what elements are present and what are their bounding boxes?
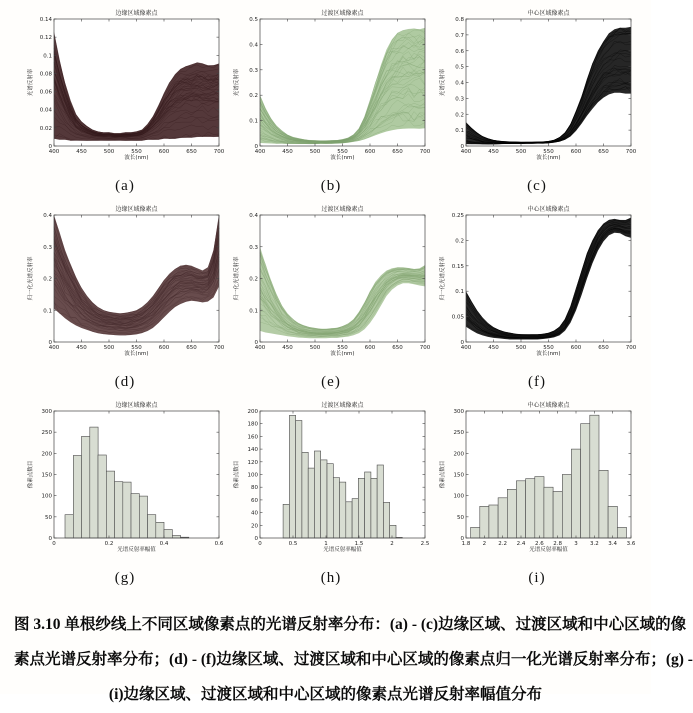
svg-text:光谱反射率幅值: 光谱反射率幅值 [529, 547, 568, 553]
svg-text:600: 600 [158, 149, 170, 155]
svg-text:500: 500 [103, 149, 115, 155]
svg-text:400: 400 [460, 149, 472, 155]
svg-text:像素点数目: 像素点数目 [234, 460, 240, 489]
svg-text:400: 400 [254, 149, 266, 155]
svg-text:边缘区域像素点: 边缘区域像素点 [115, 402, 158, 409]
svg-text:500: 500 [515, 149, 527, 155]
svg-text:400: 400 [254, 345, 266, 351]
svg-text:波长(nm): 波长(nm) [124, 155, 149, 161]
transition-region-amplitude-histogram [230, 398, 432, 570]
svg-text:边缘区域像素点: 边缘区域像素点 [115, 206, 158, 213]
svg-text:波长(nm): 波长(nm) [330, 351, 355, 357]
svg-text:0: 0 [460, 536, 464, 542]
panel-label-c: (c) [527, 178, 547, 194]
subplot-f-center-normalized [434, 202, 640, 398]
svg-text:3.6: 3.6 [626, 541, 636, 547]
svg-text:过渡区域像素点: 过渡区域像素点 [321, 402, 364, 409]
svg-text:550: 550 [337, 345, 348, 351]
svg-text:650: 650 [598, 149, 609, 155]
svg-text:中心区域像素点: 中心区域像素点 [527, 206, 570, 213]
svg-text:150: 150 [453, 472, 464, 479]
svg-text:0: 0 [254, 340, 258, 346]
svg-text:100: 100 [247, 472, 258, 479]
svg-text:0.14: 0.14 [39, 17, 52, 23]
svg-text:0.12: 0.12 [39, 35, 52, 42]
svg-text:300: 300 [41, 409, 52, 415]
svg-text:550: 550 [543, 345, 554, 351]
svg-text:500: 500 [309, 149, 321, 155]
svg-text:600: 600 [570, 345, 582, 351]
svg-text:0.4: 0.4 [43, 213, 52, 219]
svg-text:0: 0 [48, 144, 52, 150]
svg-text:2.5: 2.5 [420, 541, 430, 547]
svg-text:160: 160 [247, 434, 258, 441]
svg-text:2.6: 2.6 [534, 541, 544, 547]
svg-text:150: 150 [41, 472, 52, 479]
svg-text:600: 600 [158, 345, 170, 351]
svg-text:100: 100 [41, 493, 52, 500]
svg-text:550: 550 [131, 149, 142, 155]
svg-text:3: 3 [574, 541, 578, 547]
svg-text:0.06: 0.06 [39, 89, 52, 96]
subplot-g-edge-histogram [22, 398, 228, 594]
subplot-e-transition-normalized [228, 202, 434, 398]
subplot-a-edge-spectra [22, 6, 228, 202]
panel-label-i: (i) [528, 570, 546, 586]
svg-text:700: 700 [419, 345, 431, 351]
caption-line-3: (i)边缘区域、过渡区域和中心区域的像素点光谱反射率幅值分布 [108, 685, 543, 703]
svg-text:0.4: 0.4 [249, 42, 258, 49]
svg-text:450: 450 [76, 149, 87, 155]
svg-text:波长(nm): 波长(nm) [330, 155, 355, 161]
svg-text:650: 650 [186, 345, 197, 351]
svg-text:600: 600 [364, 149, 376, 155]
svg-text:0: 0 [48, 536, 52, 542]
svg-text:2: 2 [482, 541, 487, 547]
svg-text:0.6: 0.6 [214, 541, 224, 547]
svg-text:450: 450 [282, 149, 293, 155]
svg-text:波长(nm): 波长(nm) [536, 351, 561, 357]
svg-text:650: 650 [392, 149, 403, 155]
svg-text:500: 500 [103, 345, 115, 351]
svg-text:500: 500 [309, 345, 321, 351]
center-region-amplitude-histogram [436, 398, 638, 570]
svg-text:50: 50 [457, 514, 464, 521]
svg-text:光谱反射率: 光谱反射率 [440, 68, 446, 97]
svg-text:0: 0 [52, 541, 56, 547]
svg-text:0.1: 0.1 [43, 53, 52, 60]
svg-text:波长(nm): 波长(nm) [536, 155, 561, 161]
svg-text:0: 0 [460, 340, 464, 346]
svg-text:0.05: 0.05 [451, 314, 464, 321]
svg-text:100: 100 [453, 493, 464, 500]
center-region-reflectance-plot [436, 6, 638, 178]
svg-text:0.2: 0.2 [455, 112, 464, 119]
svg-text:0: 0 [460, 144, 464, 150]
svg-text:0.1: 0.1 [455, 128, 464, 135]
svg-text:400: 400 [460, 345, 472, 351]
svg-text:0.6: 0.6 [455, 48, 464, 55]
svg-text:波长(nm): 波长(nm) [124, 351, 149, 357]
svg-text:600: 600 [570, 149, 582, 155]
svg-text:180: 180 [247, 421, 258, 428]
svg-text:40: 40 [251, 510, 258, 517]
svg-text:140: 140 [247, 447, 258, 454]
svg-text:0.8: 0.8 [455, 17, 464, 23]
svg-text:650: 650 [186, 149, 197, 155]
svg-text:1.5: 1.5 [354, 541, 364, 547]
center-region-normalized-plot [436, 202, 638, 374]
svg-text:0.3: 0.3 [43, 244, 52, 251]
svg-text:200: 200 [247, 409, 258, 415]
svg-text:550: 550 [131, 345, 142, 351]
svg-text:250: 250 [41, 430, 52, 437]
svg-text:500: 500 [515, 345, 527, 351]
svg-text:650: 650 [598, 345, 609, 351]
svg-text:0.2: 0.2 [104, 541, 114, 547]
svg-text:光谱反射率: 光谱反射率 [234, 68, 240, 97]
svg-text:80: 80 [251, 485, 258, 492]
svg-text:0.25: 0.25 [451, 213, 464, 219]
svg-text:2.4: 2.4 [516, 541, 526, 547]
svg-text:0.04: 0.04 [39, 107, 52, 114]
svg-text:0.02: 0.02 [39, 125, 52, 132]
svg-text:0.2: 0.2 [249, 276, 258, 283]
caption-line-2: 素点光谱反射率分布；(d) - (f)边缘区域、过渡区域和中心区域的像素点归一化光谱反射率分布；(g) - [14, 650, 693, 668]
panel-label-a: (a) [115, 178, 135, 194]
svg-text:2.8: 2.8 [553, 541, 563, 547]
svg-text:650: 650 [392, 345, 403, 351]
svg-text:0: 0 [258, 541, 262, 547]
svg-text:中心区域像素点: 中心区域像素点 [527, 10, 570, 17]
svg-text:550: 550 [543, 149, 554, 155]
svg-text:600: 600 [364, 345, 376, 351]
svg-text:边缘区域像素点: 边缘区域像素点 [115, 10, 158, 17]
edge-region-amplitude-histogram [24, 398, 226, 570]
svg-text:过渡区域像素点: 过渡区域像素点 [321, 10, 364, 17]
svg-text:1.8: 1.8 [461, 541, 471, 547]
svg-text:像素点数目: 像素点数目 [440, 460, 446, 489]
svg-text:归一化光谱反射率: 归一化光谱反射率 [234, 256, 240, 301]
svg-text:450: 450 [76, 345, 87, 351]
svg-text:光谱反射率幅值: 光谱反射率幅值 [117, 547, 156, 553]
svg-text:0.4: 0.4 [159, 541, 169, 547]
svg-text:700: 700 [213, 345, 225, 351]
svg-text:200: 200 [453, 451, 464, 458]
svg-text:0.1: 0.1 [249, 308, 258, 315]
svg-text:0.2: 0.2 [455, 238, 464, 245]
svg-text:中心区域像素点: 中心区域像素点 [527, 402, 570, 409]
svg-text:450: 450 [488, 149, 499, 155]
svg-text:0.3: 0.3 [455, 96, 464, 103]
svg-text:0.7: 0.7 [455, 32, 464, 39]
svg-text:0.5: 0.5 [249, 17, 258, 23]
svg-text:550: 550 [337, 149, 348, 155]
subplot-d-edge-normalized [22, 202, 228, 398]
panel-label-h: (h) [320, 570, 342, 586]
edge-region-reflectance-plot [24, 6, 226, 178]
svg-text:0.5: 0.5 [455, 64, 464, 71]
svg-text:400: 400 [48, 149, 60, 155]
svg-text:450: 450 [488, 345, 499, 351]
svg-text:0: 0 [254, 536, 258, 542]
svg-text:0: 0 [254, 144, 258, 150]
subplot-c-center-spectra [434, 6, 640, 202]
svg-text:0.4: 0.4 [249, 213, 258, 219]
svg-text:700: 700 [625, 345, 637, 351]
subplot-i-center-histogram [434, 398, 640, 594]
svg-text:0.2: 0.2 [43, 276, 52, 283]
svg-text:0.08: 0.08 [39, 71, 52, 78]
svg-text:像素点数目: 像素点数目 [28, 460, 34, 489]
svg-text:700: 700 [419, 149, 431, 155]
svg-text:0.2: 0.2 [249, 93, 258, 100]
svg-text:60: 60 [251, 497, 258, 504]
svg-text:3.4: 3.4 [608, 541, 618, 547]
svg-text:0.1: 0.1 [249, 118, 258, 125]
svg-text:过渡区域像素点: 过渡区域像素点 [321, 206, 364, 213]
svg-text:250: 250 [453, 430, 464, 437]
subplot-b-transition-spectra [228, 6, 434, 202]
svg-text:2: 2 [390, 541, 394, 547]
svg-text:光谱反射率幅值: 光谱反射率幅值 [323, 547, 362, 553]
svg-text:归一化光谱反射率: 归一化光谱反射率 [440, 256, 446, 301]
panel-label-g: (g) [114, 570, 136, 586]
svg-text:0.3: 0.3 [249, 67, 258, 74]
figure-caption [0, 594, 693, 713]
svg-text:0.3: 0.3 [249, 244, 258, 251]
svg-text:300: 300 [453, 409, 464, 415]
svg-text:700: 700 [625, 149, 637, 155]
svg-text:0.4: 0.4 [455, 80, 464, 87]
svg-text:700: 700 [213, 149, 225, 155]
svg-text:0.5: 0.5 [288, 541, 298, 547]
svg-text:1: 1 [324, 541, 328, 547]
transition-region-normalized-plot [230, 202, 432, 374]
svg-text:0: 0 [48, 340, 52, 346]
subplot-h-transition-histogram [228, 398, 434, 594]
svg-text:光谱反射率: 光谱反射率 [28, 68, 34, 97]
svg-text:2.2: 2.2 [498, 541, 508, 547]
svg-text:0.1: 0.1 [43, 308, 52, 315]
svg-text:3.2: 3.2 [589, 541, 599, 547]
svg-text:120: 120 [247, 459, 258, 466]
svg-text:0.1: 0.1 [455, 289, 464, 296]
svg-text:0.15: 0.15 [451, 263, 464, 270]
panel-label-e: (e) [321, 374, 341, 390]
caption-line-1: 图 3.10 单根纱线上不同区域像素点的光谱反射率分布：(a) - (c)边缘区域、过渡区域和中心区域的像 [14, 616, 687, 633]
svg-text:20: 20 [251, 523, 258, 530]
svg-text:400: 400 [48, 345, 60, 351]
svg-text:200: 200 [41, 451, 52, 458]
panel-label-d: (d) [114, 374, 136, 390]
panel-label-b: (b) [320, 178, 342, 194]
svg-text:归一化光谱反射率: 归一化光谱反射率 [28, 256, 34, 301]
svg-text:450: 450 [282, 345, 293, 351]
panel-label-f: (f) [528, 374, 546, 390]
svg-text:50: 50 [45, 514, 52, 521]
transition-region-reflectance-plot [230, 6, 432, 178]
edge-region-normalized-plot [24, 202, 226, 374]
